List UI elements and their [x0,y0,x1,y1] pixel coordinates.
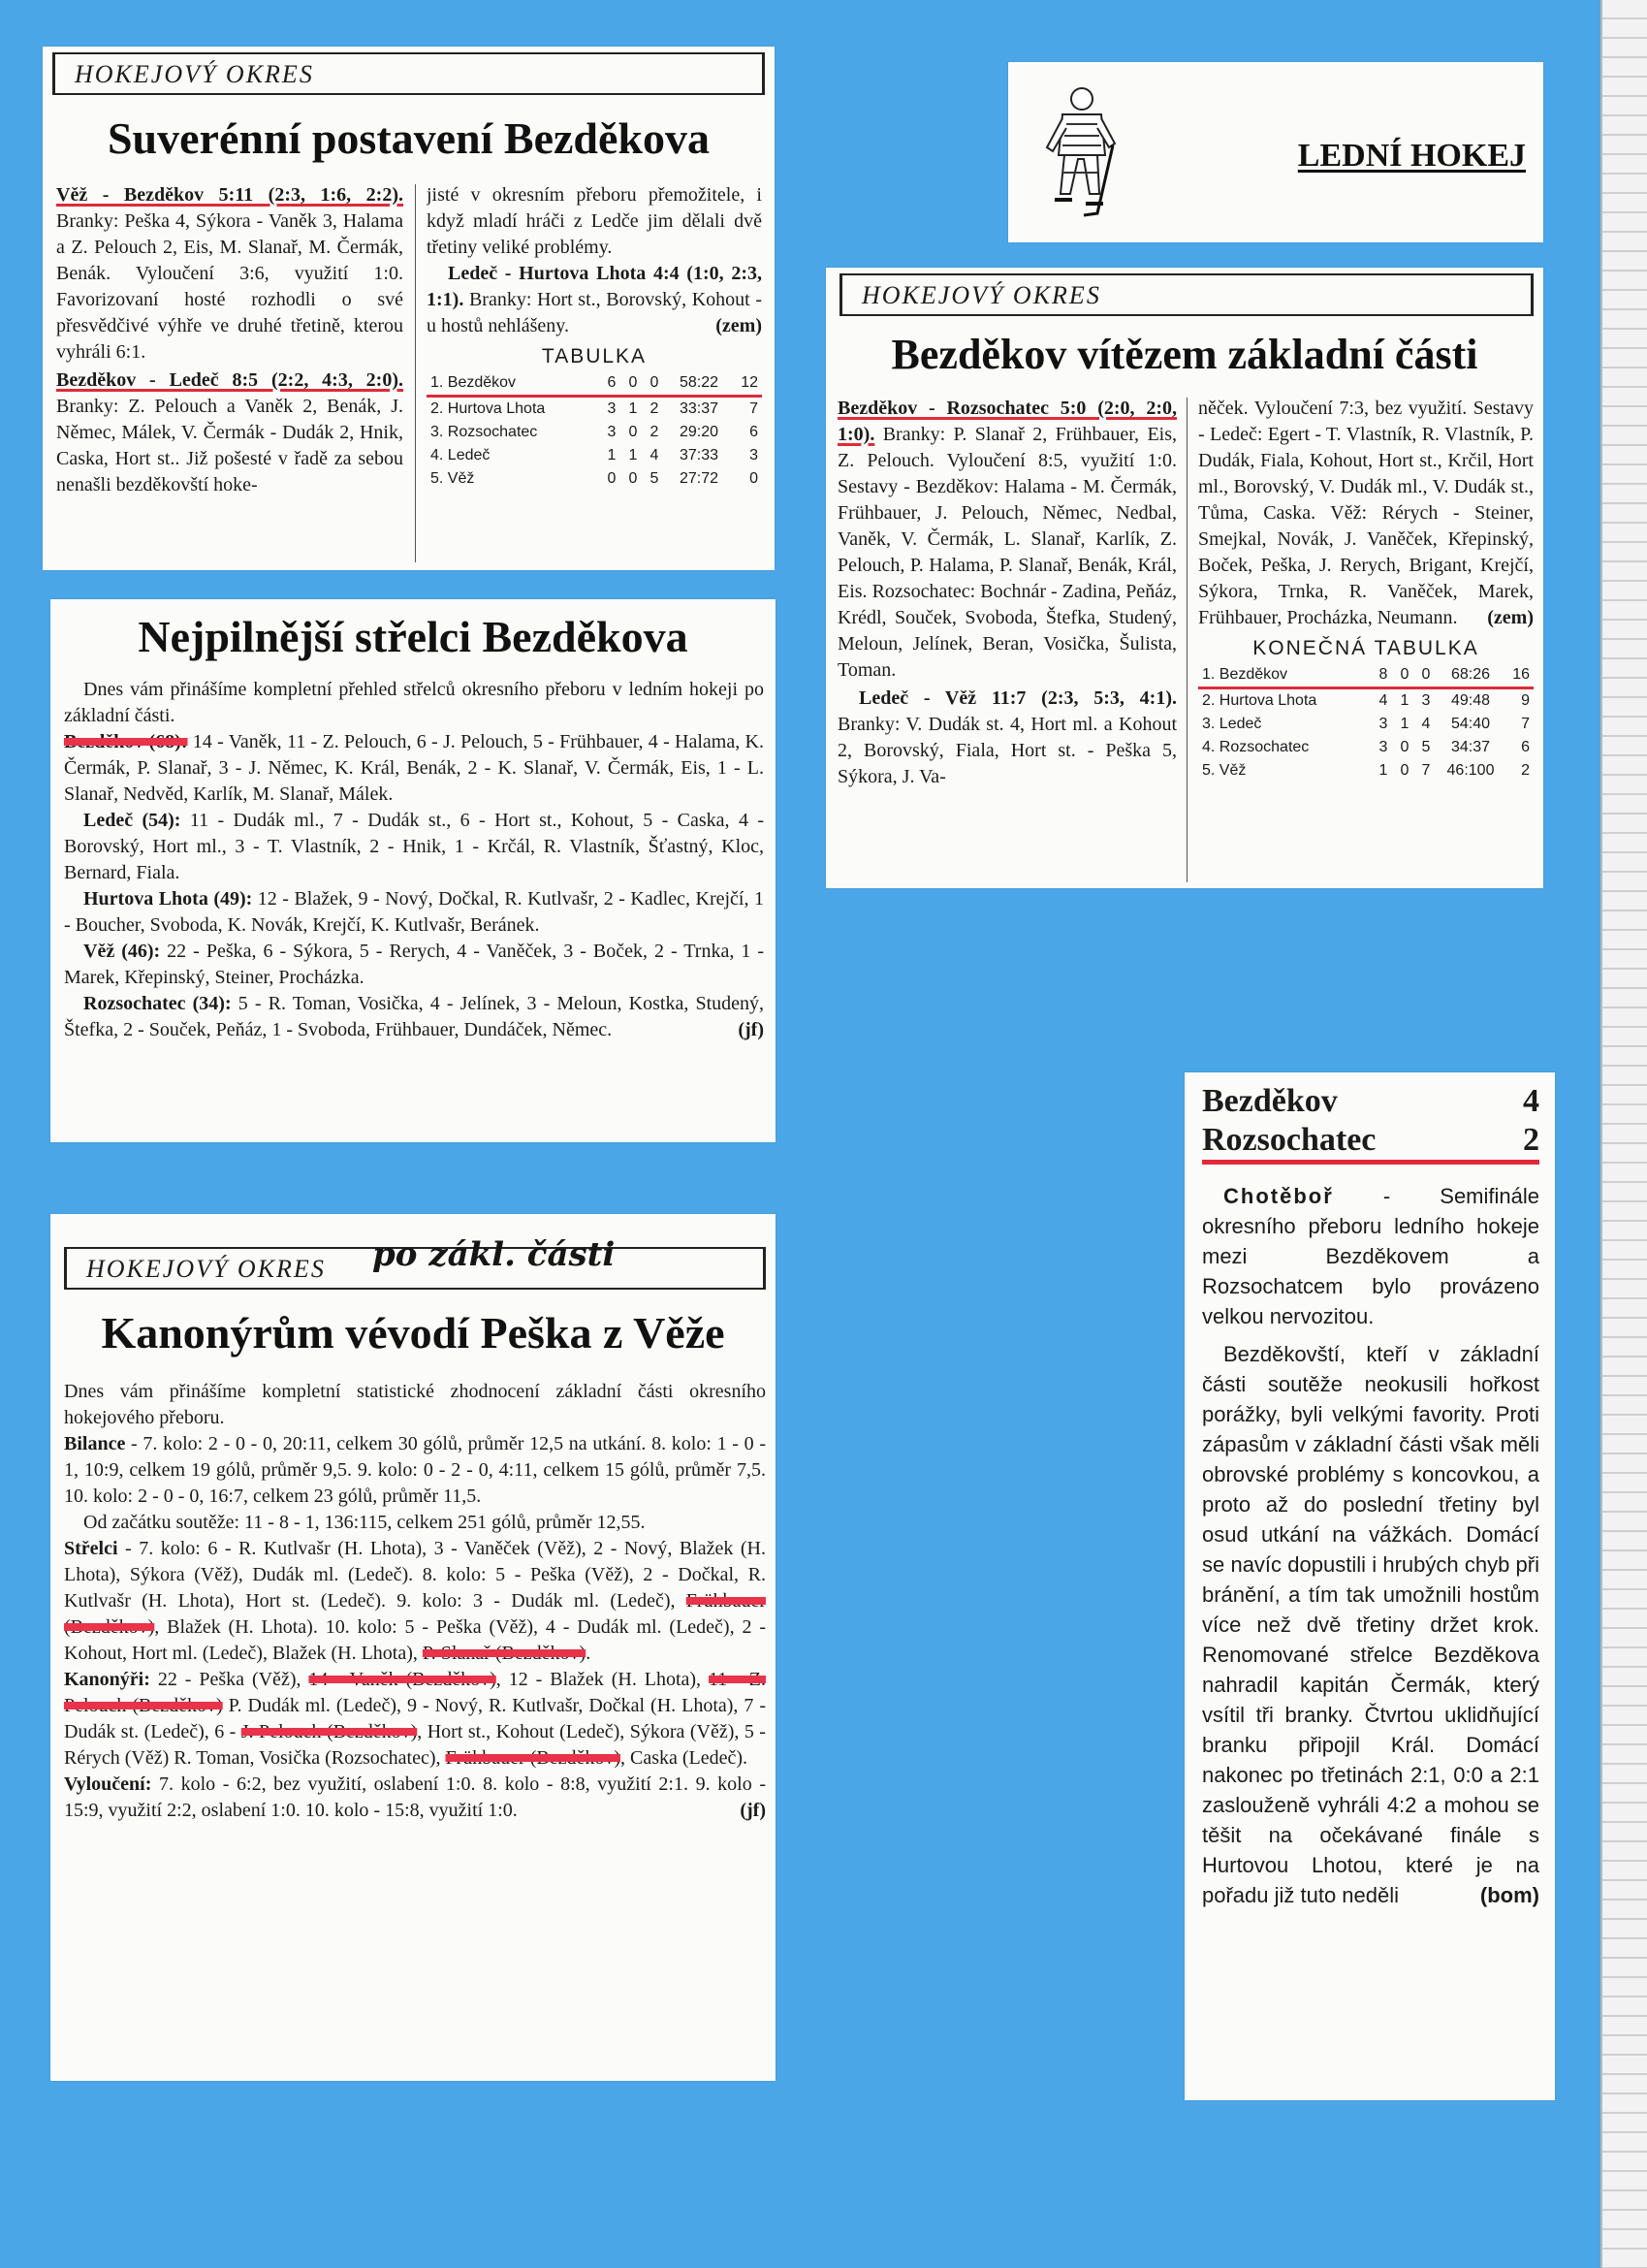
cell-team: 4. Ledeč [430,447,491,463]
text: , Hort st., Kohout (Ledeč), Sýkora (Věž), 5 - Rérych (Věž) R. Toman, Vosička (Rozsochatec), [64,1721,766,1769]
report-text: - Semifinále okresního přeboru ledního hokeje mezi Bezděkovem a Rozsochatcem bylo provázeno velkou nervozitou. [1202,1184,1539,1328]
intro: Dnes vám přinášíme kompletní přehled střelců okresního přeboru v ledním hokeji po základní části. [64,679,764,726]
cell-score: 29:20 [679,424,719,440]
report-text: jisté v okresním přeboru přemožitele, i když mladí hráči z Ledče jim dělali dvě třetiny veliké problémy. [427,184,762,258]
section-label: HOKEJOVÝ OKRES [64,1247,766,1290]
cell-w: 1 [1378,762,1388,779]
cell-l: 0 [644,371,665,397]
text: P. Dudák ml. (Ledeč), 9 - Nový, R. Kutlvašr, Dočkal (H. Lhota), 7 - Dudák st. (Ledeč), 6 - [64,1695,766,1742]
report-text: Bezděkovští, kteří v základní části soutěže neokusili hořkost porážky, byli velkými favority. Proti zápasům v základní části však měli obrovské problémy s koncovkou, a proto až do poslední třetiny byl osud utkání na vážkách. Domácí se navíc dopustili i hrubých chyb při bránění, a tím tak umožnili hostům více než dvě třetiny držet krok. Renomované střelce Bezděkova nahradil kapitán Čermák, který vsítil tři branky. Čtvrtou uklidňující branku připojil Král. Domácí nakonec po třetinách 2:1, 0:0 a 2:1 zaslouženě vyhráli 4:2 a mohou se těšit na očekávané finále s Hurtovou Lhotou, které je na pořadu již tuto neděli [1202,1342,1539,1907]
signoff: (jf) [738,1019,764,1040]
report-text: Branky: V. Dudák st. 4, Hort ml. a Kohout 2, Borovský, Fiala, Hort st. - Peška 5, Sýkora, J. Va- [838,714,1177,787]
scorers-paragraph [64,886,764,939]
stats-text [64,1379,766,2075]
cell-l: 4 [1421,716,1431,732]
cell-score: 46:100 [1446,762,1495,779]
right-column [427,182,762,565]
cell-d: 0 [628,470,638,487]
binder-edge [1600,0,1647,2268]
highlighted-player: Frühbauer (Bezděkov) [445,1747,620,1769]
cell-d: 0 [1394,663,1415,688]
cell-w: 3 [1378,716,1388,732]
table-caption: TABULKA [541,345,648,367]
cell-l: 2 [649,400,659,417]
cell-pts: 9 [1521,692,1530,709]
away-score: 2 [1523,1122,1539,1158]
section-label: HOKEJOVÝ OKRES [52,52,765,95]
balance-paragraph [64,1431,766,1510]
handwritten-note: po zákl. části [372,1235,616,1274]
scorers-paragraph [64,729,764,808]
text: , Caska (Ledeč). [620,1747,748,1769]
cell-w: 6 [601,371,622,397]
clipping-vitezem [826,268,1543,888]
headline: Suverénní postavení Bezděkova [107,113,711,163]
report-text: něček. Vyloučení 7:3, bez využití. Sestavy - Ledeč: Egert - T. Vlastník, R. Vlastník, P. Dudák, Fiala, Kohout, Hort st., Krčil, Hort ml., Borovský, V. Dudák ml., V. Dudák st., Tůma, Caska. Věž: Rérych - Steiner, Smejkal, Novák, J. Vaněček, Křepinský, Boček, Peška, J. Rerych, Brigant, Krejčí, Sýkora, Trnka, R. Vaněček, Marek, Frühbauer, Procházka, Neumann. (zem) [1198,396,1534,631]
signoff: (bom) [1479,1883,1539,1907]
headline: Bezděkov vítězem základní části [891,331,1478,378]
report-paragraph [838,396,1177,684]
report-paragraph [1202,1339,1539,1910]
hockey-player-icon [1041,85,1119,221]
text: - 7. kolo: 6 - R. Kutlvašr (H. Lhota), 3 - Vaněček (Věž), 2 - Nový, Blažek (H. Lhota), Sýkora (Věž), Dudák ml. (Ledeč). 8. kolo: 5 - Peška (Věž), 2 - Dočkal, R. Kutlvašr (H. Lhota), Hort st. (Ledeč). 9. kolo: 3 - Dudák ml. (Ledeč), [64,1538,766,1612]
lead-paragraph [1202,1181,1539,1331]
clipping-kanonyrum [50,1214,776,2081]
headline: Nejpilnější střelci Bezděkova [138,612,688,661]
since-start: Od začátku soutěže: 11 - 8 - 1, 136:115, celkem 251 gólů, průměr 12,55. [83,1512,646,1533]
label: Bilance [64,1433,126,1454]
cell-team: 2. Hurtova Lhota [430,400,546,417]
scorers-list: 12 - Blažek, 9 - Nový, Dočkal, R. Kutlvašr, 2 - Kadlec, Krejčí, 1 - Boucher, Svoboda, K. Novák, Krejčí, K. Kutlvašr, Beránek. [64,888,764,936]
column-rule [415,184,416,562]
clipping-nejpilnejsi [50,599,776,1142]
table-row [1198,663,1534,688]
table-row [1198,688,1534,714]
scorers-list: 14 - Vaněk, 11 - Z. Pelouch, 6 - J. Pelouch, 5 - Frühbauer, 4 - Halama, K. Čermák, P. Slanař, 3 - J. Němec, K. Král, Benák, 2 - K. Slanař, V. Čermák, Eis, 1 - L. Slanař, Nedvěd, Karlík, M. Slanař, Málek. [64,731,764,805]
cell-pts: 7 [749,400,758,417]
clipping-semifinale [1185,1072,1555,2100]
cell-w: 1 [607,447,617,463]
headline: LEDNÍ HOKEJ [1297,138,1526,174]
text: . [586,1643,591,1664]
scorers-list: 11 - Dudák ml., 7 - Dudák st., 6 - Hort st., Kohout, 5 - Caska, 4 - Borovský, Hort ml., 3 - T. Vlastník, 2 - Hnik, 1 - Krčál, R. Vlastník, Šťastný, Kloc, Bernard, Fiala. [64,810,764,883]
text: 22 - Peška (Věž), [149,1669,309,1690]
away-team: Rozsochatec [1202,1122,1377,1158]
scorers-list: 5 - R. Toman, Vosička, 4 - Jelínek, 3 - Meloun, Kostka, Studený, Štefka, 2 - Souček, Peňáz, 1 - Svoboda, Frühbauer, Dundáček, Němec. [64,993,764,1040]
final-standings-table [1198,663,1534,783]
cell-score: 58:22 [665,371,733,397]
table-row [1198,736,1534,759]
cell-pts: 12 [733,371,762,397]
clipping-ledni-hokej [1008,62,1543,242]
left-column [56,182,403,565]
cell-w: 3 [607,424,617,440]
team-label: Bezděkov (68): [64,731,188,752]
table-caption: KONEČNÁ TABULKA [1252,637,1479,659]
report-text: Branky: Peška 4, Sýkora - Vaněk 3, Halama a Z. Pelouch 2, Eis, M. Slanař, M. Čermák, Benák. Vyloučení 3:6, využití 1:0. Favorizovaní hosté rozhodli o své přesvědčivé výhře ve druhé třetině, kterou vyhráli 6:1. [56,210,403,363]
report-paragraph [427,261,762,339]
cell-l: 7 [1421,762,1431,779]
home-score: 4 [1523,1083,1539,1119]
report-paragraph [838,686,1177,790]
cell-team: 2. Hurtova Lhota [1202,692,1317,709]
cell-l: 5 [649,470,659,487]
highlighted-player: 11 - Z. Pelouch (Bezděkov) [64,1669,766,1716]
table-row [1198,713,1534,736]
scorers-paragraph [64,991,764,1043]
cell-team: 4. Rozsochatec [1202,739,1310,755]
clipping-suverenni [43,47,775,570]
cell-l: 5 [1421,739,1431,755]
cell-team: 3. Rozsochatec [430,424,538,440]
team-label: Rozsochatec (34): [83,993,232,1014]
table-row [427,467,762,491]
match-result: Ledeč - Věž 11:7 (2:3, 5:3, 4:1). [859,687,1177,709]
cell-pts: 0 [749,470,758,487]
highlighted-player: P. Slanař (Bezděkov) [422,1643,586,1664]
cell-d: 0 [1400,739,1409,755]
report-paragraph [56,182,403,366]
cell-score: 37:33 [679,447,719,463]
match-result: Ledeč - Hurtova Lhota 4:4 (1:0, 2:3, 1:1). [427,263,762,310]
scorers-list: 22 - Peška, 6 - Sýkora, 5 - Rerych, 4 - Vaněček, 3 - Boček, 2 - Trnka, 1 - Marek, Křepinský, Steiner, Procházka. [64,941,764,988]
report-text: Branky: Z. Pelouch a Vaněk 2, Benák, J. Němec, Málek, V. Čermák - Dudák 2, Hnik, Caska, Hort st.. Již pošesté v řadě za sebou nenašli bezděkovští hoke- [56,396,403,495]
intro: Dnes vám přinášíme kompletní statistické zhodnocení základní části okresního hokejového přeboru. [64,1381,766,1428]
text: , Blažek (H. Lhota). 10. kolo: 5 - Peška (Věž), 4 - Dudák ml. (Ledeč), 2 - Kohout, Hort ml. (Ledeč), Blažek (H. Lhota), [64,1616,766,1664]
table-row [427,444,762,467]
cell-pts: 16 [1504,663,1534,688]
cell-w: 0 [607,470,617,487]
cell-team: 3. Ledeč [1202,716,1262,732]
cell-pts: 6 [749,424,758,440]
highlighted-player: 14 - Vaněk (Bezděkov) [308,1669,496,1690]
cell-w: 4 [1378,692,1388,709]
cell-score: 68:26 [1437,663,1504,688]
cell-l: 0 [1415,663,1437,688]
cell-w: 3 [607,400,617,417]
left-column [838,396,1177,880]
scorers-text [64,677,764,1136]
column-rule [1187,398,1188,882]
signoff: (zem) [715,315,762,336]
cell-d: 1 [628,447,638,463]
text: , 12 - Blažek (H. Lhota), [495,1669,709,1690]
right-column [1198,396,1534,885]
table-row [1198,759,1534,783]
standings-table [427,371,762,491]
cell-team: 5. Věž [430,470,475,487]
cell-score: 33:37 [679,400,719,417]
cell-team: 1. Bezděkov [427,371,601,397]
scorers-paragraph [64,939,764,991]
headline: Kanonýrům vévodí Peška z Věže [101,1308,725,1358]
team-label: Hurtova Lhota (49): [83,888,253,910]
signoff: (zem) [1487,607,1534,628]
cell-team: 5. Věž [1202,762,1247,779]
cell-l: 3 [1421,692,1431,709]
cell-l: 4 [649,447,659,463]
cell-pts: 6 [1521,739,1530,755]
cell-d: 1 [1400,716,1409,732]
score-header [1202,1082,1539,1165]
home-team: Bezděkov [1202,1083,1338,1119]
cell-d: 1 [628,400,638,417]
table-row [427,421,762,444]
scorers-paragraph [64,808,764,886]
cannons-paragraph [64,1667,766,1772]
table-row [427,397,762,422]
match-result: Věž - Bezděkov 5:11 (2:3, 1:6, 2:2). [56,184,403,206]
cell-w: 8 [1373,663,1394,688]
cell-d: 0 [628,424,638,440]
section-label: HOKEJOVÝ OKRES [839,273,1534,316]
cell-d: 1 [1400,692,1409,709]
penalties-paragraph [64,1772,766,1824]
cell-team: 1. Bezděkov [1198,663,1373,688]
cell-pts: 3 [749,447,758,463]
cell-score: 27:72 [679,470,719,487]
balance-text: - 7. kolo: 2 - 0 - 0, 20:11, celkem 30 gólů, průměr 12,5 na utkání. 8. kolo: 1 - 0 - 1, 10:9, celkem 19 gólů, průměr 9,5. 9. kolo: 0 - 2 - 0, 4:11, celkem 15 gólů, průměr 7,5. 10. kolo: 2 - 0 - 0, 16:7, celkem 23 gólů, průměr 11,5. [64,1433,766,1507]
match-result: Bezděkov - Ledeč 8:5 (2:2, 4:3, 2:0). [56,369,403,391]
cell-pts: 2 [1521,762,1530,779]
team-label: Věž (46): [83,941,161,962]
cell-d: 0 [1400,762,1409,779]
cell-score: 49:48 [1450,692,1491,709]
report-column [1202,1181,1539,2092]
text: 7. kolo - 6:2, bez využití, oslabení 1:0. 8. kolo - 8:8, využití 2:1. 9. kolo - 15:9, využití 2:2, oslabení 1:0. 10. kolo - 15:8, využití 1:0. [64,1773,766,1821]
label: Střelci [64,1538,118,1559]
report-text: Branky: P. Slanař 2, Frühbauer, Eis, Z. Pelouch. Vyloučení 8:5, využití 1:0. Sestavy - Bezděkov: Halama - M. Čermák, Frühbauer, J. Pelouch, Němec, Nedbal, Vaněk, V. Čermák, L. Slanař, Karlík, Z. Pelouch, P. Halama, P. Slanař, Benák, Král, Eis. Rozsochatec: Bochnár - Zadina, Peňáz, Krédl, Souček, Svoboda, Štefka, Studený, Meloun, Jelínek, Beran, Vosička, Šulista, Toman. [838,424,1177,681]
cell-score: 34:37 [1450,739,1491,755]
highlighted-player: J. Pelouch (Bezděkov) [240,1721,418,1742]
team-label: Ledeč (54): [83,810,181,831]
scorers-paragraph [64,1536,766,1667]
match-result: Bezděkov - Rozsochatec 5:0 (2:0, 2:0, 1:0). [838,398,1177,445]
cell-pts: 7 [1521,716,1530,732]
table-row [427,371,762,397]
dateline: Chotěboř [1223,1184,1334,1208]
report-paragraph [56,367,403,498]
cell-d: 0 [622,371,644,397]
label: Kanonýři: [64,1669,150,1690]
cell-score: 54:40 [1450,716,1491,732]
report-text: Branky: Hort st., Borovský, Kohout - u hostů nehlášeny. [427,289,762,336]
highlighted-player: Frühbauer (Bezděkov) [64,1590,766,1638]
cell-l: 2 [649,424,659,440]
signoff: (jf) [740,1800,766,1821]
cell-w: 3 [1378,739,1388,755]
label: Vyloučení: [64,1773,152,1795]
